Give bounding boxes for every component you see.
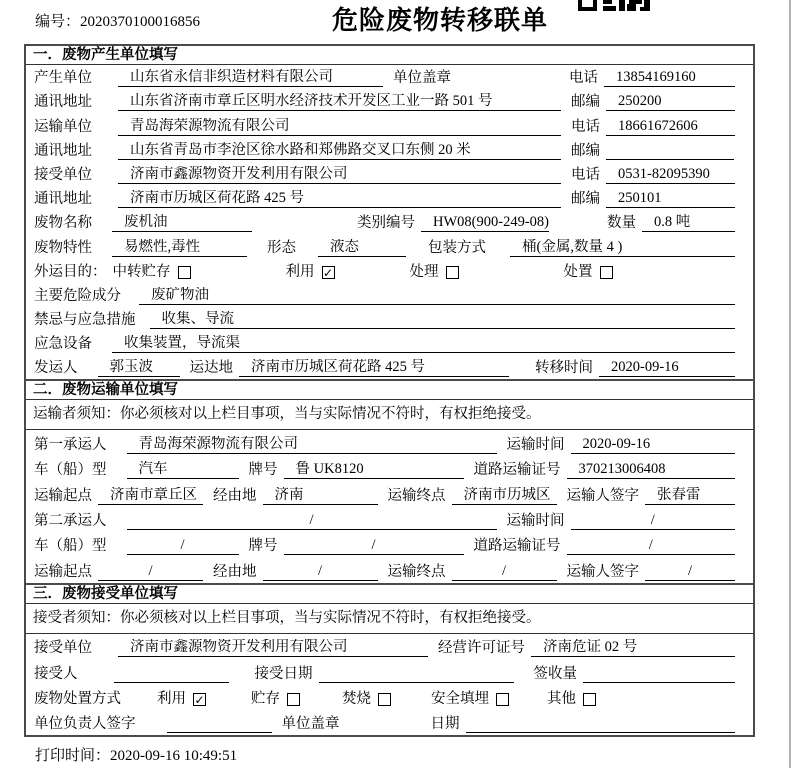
road-permit-1-label: 道路运输证号 — [473, 462, 561, 479]
serial-value: 2020370100016856 — [80, 14, 201, 30]
seal-date-label: 日期 — [430, 716, 460, 733]
receiver-phone-label: 电话 — [571, 166, 600, 183]
form-row — [26, 234, 753, 258]
form-row — [26, 532, 753, 557]
form-row — [26, 113, 753, 137]
disposal-checkbox — [564, 264, 613, 281]
vehicle-type-2-label: 车（船）型 — [34, 538, 107, 555]
treatment-checkbox — [410, 264, 459, 281]
document-header — [0, 0, 796, 44]
quantity-label: 数量 — [607, 215, 636, 232]
taboo-measures-label: 禁忌与应急措施 — [34, 312, 136, 329]
receiver-unit-seal-label: 单位盖章 — [281, 716, 340, 733]
form-row — [26, 507, 753, 532]
seal-date-field — [466, 716, 736, 733]
form-row — [26, 355, 753, 379]
second-carrier-label: 第二承运人 — [34, 513, 107, 529]
checkbox-checked-icon: ✓ — [322, 265, 334, 280]
print-time-label: 打印时间： — [35, 748, 111, 765]
quantity-field: 0.8 吨 — [642, 214, 735, 232]
form-row — [26, 283, 753, 307]
first-carrier-label: 第一承运人 — [34, 436, 107, 453]
producer-address-label: 通讯地址 — [34, 94, 92, 111]
section-transport-notice: 运输者须知：你必须核对以上栏目事项，当与实际情况不符时，有权拒绝接受。 — [26, 400, 753, 430]
form-state-label: 形态 — [267, 239, 296, 256]
accept-date-label: 接受日期 — [254, 665, 313, 682]
form-row — [26, 186, 753, 210]
serial-label: 编号： — [35, 14, 81, 30]
plate-number-2-label: 牌号 — [248, 538, 278, 555]
form-row — [26, 634, 753, 659]
checkbox-unchecked-icon — [583, 693, 596, 706]
receiver-address-field: 济南市历城区荷花路 425 号 — [118, 190, 561, 208]
consignor-label: 发运人 — [34, 360, 78, 377]
producer-unit-label: 产生单位 — [34, 70, 92, 87]
plate-number-1-label: 牌号 — [248, 462, 278, 479]
receiver-postcode-field: 250101 — [606, 190, 735, 208]
receiver-address-label: 通讯地址 — [34, 191, 92, 208]
license-number-label: 经营许可证号 — [438, 640, 525, 657]
treatment-checkbox-label: 处理 — [409, 263, 439, 280]
disposal-use-checkbox — [157, 691, 206, 708]
received-amount-field — [583, 666, 735, 683]
form-row — [26, 659, 753, 684]
category-code-field: HW08(900-249-08) — [421, 214, 549, 232]
producer-address-field: 山东省济南市章丘区明水经济技术开发区工业一路 501 号 — [118, 93, 561, 111]
origin-1-field: 济南市章丘区 — [98, 487, 203, 505]
responsible-sign-field — [167, 716, 272, 733]
transporter-unit-field: 青岛海荣源物流有限公司 — [118, 118, 561, 136]
main-hazard-field: 废矿物油 — [139, 287, 735, 305]
form-row — [26, 557, 753, 582]
section-producer-header: 一．废物产生单位填写 — [26, 46, 753, 65]
road-permit-2-field: / — [567, 537, 736, 555]
emergency-equipment-field: 收集装置，导流渠 — [112, 335, 735, 353]
destination-label: 运达地 — [189, 360, 233, 377]
form-row — [26, 259, 753, 283]
transport-date-2-label: 运输时间 — [506, 513, 565, 529]
endpoint-2-field: / — [452, 563, 557, 581]
receiver-unit-label: 接受单位 — [34, 166, 92, 183]
checkbox-unchecked-icon — [446, 266, 459, 279]
form-row — [26, 685, 753, 710]
via-1-label: 经由地 — [213, 487, 257, 504]
producer-postcode-field: 250200 — [606, 93, 735, 111]
origin-1-label: 运输起点 — [34, 487, 92, 504]
disposal-checkbox-label: 处置 — [563, 263, 593, 280]
transfer-date-field: 2020-09-16 — [599, 359, 735, 377]
unit-seal-label: 单位盖章 — [393, 70, 451, 87]
form-row — [26, 331, 753, 355]
section-receiver-notice: 接受者须知：你必须核对以上栏目事项，当与实际情况不符时，有权拒绝接受。 — [26, 604, 753, 634]
utilize-checkbox-label: 利用 — [285, 263, 315, 280]
accept-date-field — [319, 666, 514, 683]
waste-property-field: 易燃性,毒性 — [112, 239, 247, 257]
form-row — [26, 162, 753, 186]
transporter-address-label: 通讯地址 — [34, 142, 92, 159]
transporter-unit-label: 运输单位 — [34, 118, 92, 135]
road-permit-1-field: 370213006408 — [567, 461, 736, 479]
transfer-date-label: 转移时间 — [535, 360, 593, 377]
form-row — [26, 307, 753, 331]
transporter-postcode-label: 邮编 — [571, 142, 600, 159]
producer-postcode-label: 邮编 — [571, 94, 600, 111]
disposal-incinerate-checkbox — [342, 691, 391, 708]
checkbox-unchecked-icon — [178, 266, 191, 279]
form-row — [26, 65, 753, 89]
waste-property-label: 废物特性 — [34, 239, 92, 256]
page-edge-line — [789, 0, 791, 768]
via-1-field: 济南 — [263, 487, 378, 505]
disposal-storage-checkbox — [251, 691, 300, 708]
checkbox-checked-icon: ✓ — [194, 692, 205, 707]
transporter-phone-label: 电话 — [571, 118, 600, 135]
checkbox-unchecked-icon — [378, 693, 391, 706]
print-time-value: 2020-09-16 10:49:51 — [110, 748, 238, 765]
plate-number-1-field: 鲁 UK8120 — [284, 461, 464, 479]
waste-name-label: 废物名称 — [34, 215, 92, 232]
disposal-storage-checkbox-label: 贮存 — [251, 690, 280, 707]
acceptor-field — [114, 666, 229, 683]
transport-date-1-label: 运输时间 — [506, 436, 565, 453]
checkbox-unchecked-icon — [600, 266, 613, 279]
responsible-sign-label: 单位负责人签字 — [34, 716, 136, 733]
form-row — [26, 456, 753, 481]
category-code-label: 类别编号 — [357, 215, 415, 232]
license-number-field: 济南危证 02 号 — [531, 639, 735, 657]
section-receiver-header: 三．废物接受单位填写 — [26, 583, 753, 604]
form-row — [26, 710, 753, 735]
transfer-storage-checkbox — [113, 264, 191, 281]
transporter-phone-field: 18661672606 — [606, 118, 735, 136]
receiver-postcode-label: 邮编 — [571, 191, 600, 208]
transport-date-2-field: / — [571, 512, 736, 530]
section-transport-header: 二．废物运输单位填写 — [26, 379, 753, 400]
transfer-storage-checkbox-label: 中转贮存 — [112, 263, 171, 280]
producer-unit-field: 山东省永信非织造材料有限公司 — [118, 69, 383, 87]
accept-unit-field: 济南市鑫源物资开发利用有限公司 — [118, 639, 428, 657]
checkbox-unchecked-icon — [287, 693, 300, 706]
emergency-equipment-label: 应急设备 — [34, 336, 92, 353]
transport-date-1-field: 2020-09-16 — [571, 436, 736, 454]
form-row — [26, 210, 753, 234]
first-carrier-field: 青岛海荣源物流有限公司 — [127, 436, 497, 454]
vehicle-type-1-field: 汽车 — [127, 461, 239, 479]
serial-number — [35, 10, 200, 31]
outbound-purpose-label: 外运目的： — [34, 263, 107, 280]
carrier-sign-2-label: 运输人签字 — [566, 563, 639, 580]
form-row — [26, 481, 753, 506]
disposal-landfill-checkbox — [431, 691, 509, 708]
disposal-landfill-checkbox-label: 安全填埋 — [431, 690, 489, 707]
accept-unit-label: 接受单位 — [34, 640, 92, 657]
endpoint-1-label: 运输终点 — [387, 487, 446, 504]
manifest-form — [24, 44, 755, 737]
second-carrier-field: / — [127, 512, 497, 530]
carrier-sign-2-field: / — [645, 563, 735, 581]
endpoint-2-label: 运输终点 — [387, 563, 446, 580]
receiver-unit-field: 济南市鑫源物资开发利用有限公司 — [118, 166, 561, 184]
page-title: 危险废物转移联单 — [331, 5, 549, 35]
form-state-field: 液态 — [318, 239, 406, 257]
transporter-address-field: 山东省青岛市李沧区徐水路和郑佛路交叉口东侧 20 米 — [118, 142, 561, 160]
qr-code-fragment — [578, 0, 650, 11]
carrier-sign-1-field: 张春雷 — [645, 487, 735, 505]
disposal-incinerate-checkbox-label: 焚烧 — [342, 690, 371, 707]
via-2-label: 经由地 — [213, 563, 257, 580]
form-row — [26, 138, 753, 162]
acceptor-label: 接受人 — [34, 665, 78, 682]
endpoint-1-field: 济南市历城区 — [452, 487, 557, 505]
waste-name-field: 废机油 — [112, 214, 252, 232]
disposal-other-checkbox — [547, 691, 596, 708]
receiver-phone-field: 0531-82095390 — [606, 166, 735, 184]
vehicle-type-2-field: / — [127, 537, 239, 555]
via-2-field: / — [263, 563, 378, 581]
consignor-field: 郭玉波 — [98, 359, 180, 377]
taboo-measures-field: 收集、导流 — [150, 311, 736, 329]
checkbox-unchecked-icon — [496, 693, 509, 706]
producer-phone-field: 13854169160 — [604, 69, 735, 87]
disposal-use-checkbox-label: 利用 — [157, 690, 186, 707]
main-hazard-label: 主要危险成分 — [34, 287, 121, 304]
disposal-method-label: 废物处置方式 — [34, 690, 121, 707]
packing-method-field: 桶(金属,数量 4 ) — [510, 239, 735, 257]
origin-2-field: / — [98, 563, 203, 581]
packing-method-label: 包装方式 — [428, 239, 486, 256]
form-row — [26, 430, 753, 455]
transporter-postcode-field — [606, 143, 734, 160]
plate-number-2-field: / — [284, 537, 464, 555]
producer-phone-label: 电话 — [569, 70, 598, 87]
disposal-other-checkbox-label: 其他 — [547, 690, 576, 707]
utilize-checkbox — [286, 264, 335, 281]
vehicle-type-1-label: 车（船）型 — [34, 462, 107, 479]
received-amount-label: 签收量 — [533, 665, 577, 682]
road-permit-2-label: 道路运输证号 — [473, 538, 561, 555]
print-time — [35, 744, 796, 765]
destination-field: 济南市历城区荷花路 425 号 — [239, 359, 509, 377]
origin-2-label: 运输起点 — [34, 563, 92, 580]
form-row — [26, 89, 753, 113]
carrier-sign-1-label: 运输人签字 — [566, 487, 639, 504]
